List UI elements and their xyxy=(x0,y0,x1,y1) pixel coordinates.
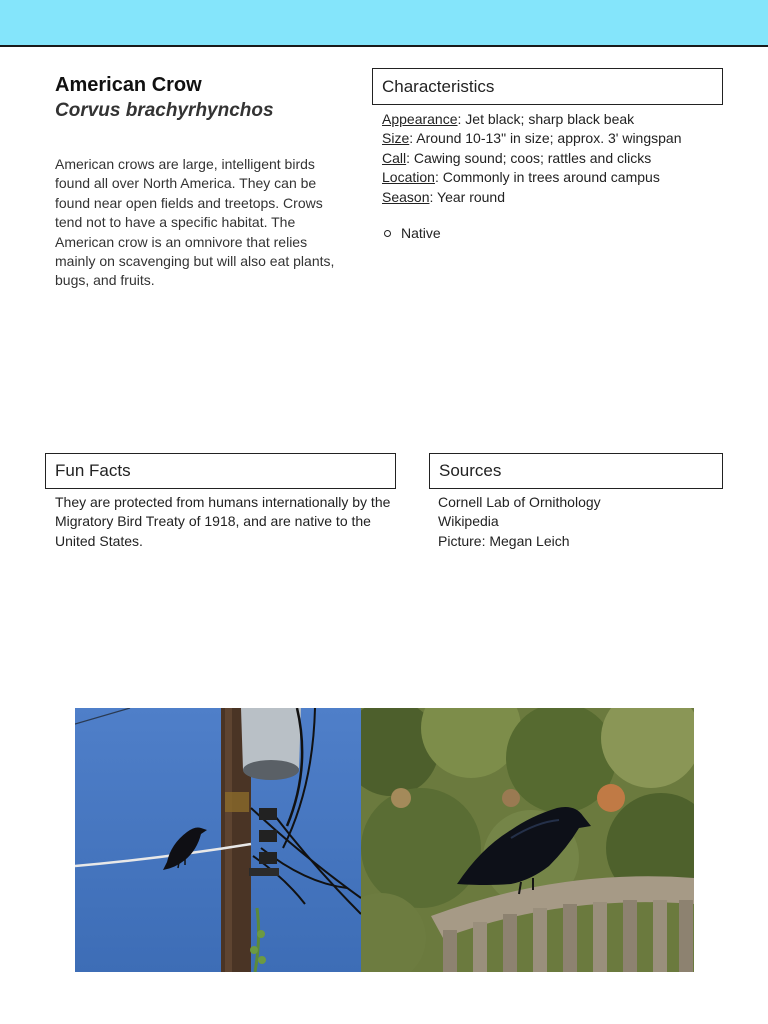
sources-heading-label: Sources xyxy=(439,461,502,480)
source-item: Wikipedia xyxy=(438,513,499,530)
characteristic-value: : Year round xyxy=(429,188,505,205)
characteristic-value: : Around 10-13" in size; approx. 3' wingspan xyxy=(409,130,682,147)
native-status-label: Native xyxy=(401,225,441,241)
crow-on-bench-photo xyxy=(361,708,694,972)
characteristic-season xyxy=(382,188,722,207)
characteristic-value: : Cawing sound; coos; rattles and clicks xyxy=(406,149,652,166)
species-scientific-name: Corvus brachyrhynchos xyxy=(55,100,274,121)
characteristics-list xyxy=(382,110,722,207)
header-band xyxy=(0,0,768,47)
sources-heading xyxy=(429,453,723,489)
characteristic-value: : Jet black; sharp black beak xyxy=(457,111,635,127)
source-item: Picture: Megan Leich xyxy=(438,532,570,549)
species-common-name: American Crow xyxy=(55,74,202,96)
characteristic-key: Appearance xyxy=(382,111,458,127)
source-item: Cornell Lab of Ornithology xyxy=(438,494,601,510)
characteristic-size xyxy=(382,129,722,148)
characteristic-value: : Commonly in trees around campus xyxy=(434,169,660,186)
crow-on-wire-photo xyxy=(75,708,361,972)
fun-facts-heading-label: Fun Facts xyxy=(55,461,131,480)
species-description: American crows are large, intelligent birds found all over North America. They can be found near open fields and treetops. Crows tend not to have a specific habitat. The American crow is an omnivore that relies mainly on scavenging but will also eat plants, bugs, and fruits. xyxy=(55,156,335,289)
characteristics-heading xyxy=(372,68,723,105)
characteristic-key: Location xyxy=(382,169,435,186)
native-status xyxy=(382,225,441,241)
characteristic-location xyxy=(382,168,722,187)
sources-list xyxy=(438,493,601,551)
fun-facts-text: They are protected from humans internationally by the Migratory Bird Treaty of 1918, and are native to the United States. xyxy=(55,494,391,549)
fun-facts-heading xyxy=(45,453,396,489)
characteristic-key: Season xyxy=(382,188,430,205)
characteristic-call xyxy=(382,149,722,168)
characteristics-heading-label: Characteristics xyxy=(382,76,495,96)
characteristic-appearance xyxy=(382,110,722,129)
characteristic-key: Size xyxy=(382,130,410,147)
circle-bullet-icon xyxy=(384,230,391,237)
characteristic-key: Call xyxy=(382,149,407,166)
